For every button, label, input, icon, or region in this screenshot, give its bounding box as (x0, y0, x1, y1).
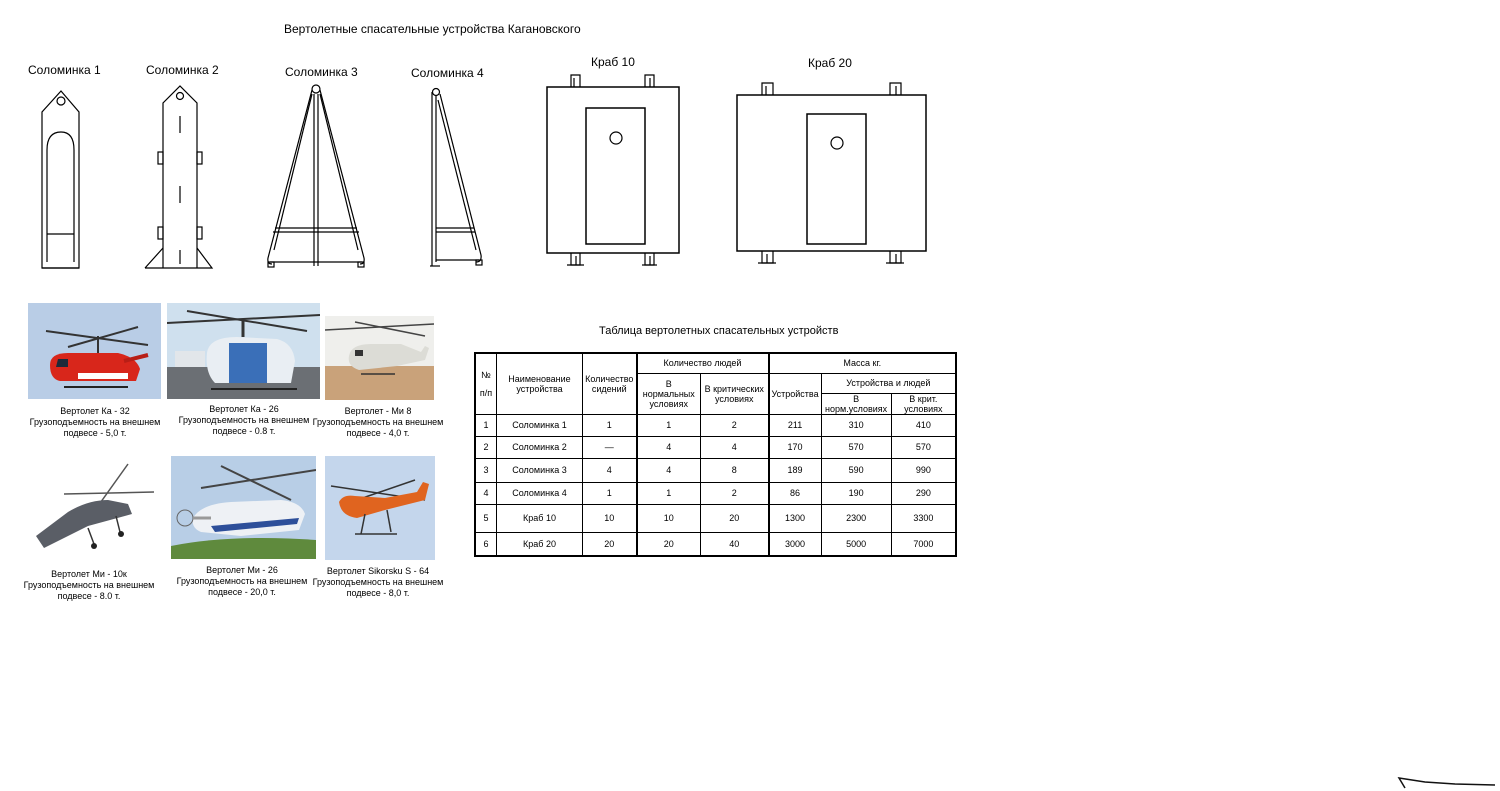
caption-name: Вертолет Sikorsku S - 64 (326, 566, 430, 576)
caption-name: Вертолет Ми - 10к (51, 569, 127, 579)
caption-ka-32 (20, 406, 170, 439)
cell-critical: 20 (701, 504, 769, 532)
photo-sikorsky-s-64 (325, 456, 435, 560)
cell-mass-critical: 410 (891, 414, 956, 436)
header-seats: Количество сидений (583, 353, 637, 414)
device-label-krab-10: Краб 10 (591, 55, 635, 69)
cell-seats: — (583, 436, 637, 458)
cell-number: 3 (475, 458, 497, 482)
caption-capacity-value: подвесе - 5,0 т. (63, 428, 127, 438)
header-name: Наименование устройства (497, 353, 583, 414)
cell-number: 4 (475, 482, 497, 504)
cell-mass-critical: 990 (891, 458, 956, 482)
caption-capacity-value: подвесе - 8,0 т. (346, 588, 410, 598)
pen-stroke (1395, 770, 1500, 791)
cell-normal: 10 (637, 504, 701, 532)
table-row (475, 504, 956, 532)
cell-mass: 211 (769, 414, 822, 436)
cell-normal: 1 (637, 414, 701, 436)
header-critical: В критических условиях (701, 373, 769, 414)
table-row (475, 414, 956, 436)
caption-capacity-value: подвесе - 20,0 т. (208, 587, 276, 597)
solominka-1-drawing (42, 91, 79, 268)
header-number-bottom: п/п (479, 387, 493, 398)
helicopter-sikorsky-s-64-image (325, 456, 435, 560)
helicopter-mi-26-image (171, 456, 316, 559)
cell-mass: 1300 (769, 504, 822, 532)
caption-name: Вертолет Ка - 26 (209, 404, 279, 414)
cell-name: Краб 10 (497, 504, 583, 532)
cell-mass-normal: 570 (821, 436, 891, 458)
helicopter-mi-10k-image (28, 460, 154, 556)
cell-normal: 20 (637, 532, 701, 556)
header-device-mass: Устройства (769, 373, 822, 414)
device-label-solominka-3: Соломинка 3 (285, 65, 358, 79)
photo-ka-32 (28, 303, 161, 399)
cell-mass-critical: 290 (891, 482, 956, 504)
caption-name: Вертолет Ка - 32 (60, 406, 130, 416)
cell-mass-normal: 190 (821, 482, 891, 504)
cell-mass-critical: 7000 (891, 532, 956, 556)
cell-critical: 8 (701, 458, 769, 482)
photo-ka-26 (167, 303, 320, 399)
solominka-4-drawing (430, 89, 482, 267)
cell-critical: 4 (701, 436, 769, 458)
cell-seats: 4 (583, 458, 637, 482)
krab-20-drawing (737, 83, 926, 263)
caption-sikorsky-s-64 (303, 566, 453, 599)
helicopter-mi-8-image (325, 316, 434, 400)
photo-mi-26 (171, 456, 316, 559)
caption-ka-26 (169, 404, 319, 437)
helicopter-ka-26-image (167, 303, 320, 399)
cell-name: Соломинка 1 (497, 414, 583, 436)
cell-mass: 3000 (769, 532, 822, 556)
table-row (475, 458, 956, 482)
cell-seats: 20 (583, 532, 637, 556)
table-row (475, 532, 956, 556)
device-label-solominka-4: Соломинка 4 (411, 66, 484, 80)
header-number-top: № (481, 369, 491, 380)
cell-critical: 2 (701, 482, 769, 504)
cell-seats: 10 (583, 504, 637, 532)
caption-capacity-value: подвесе - 0.8 т. (212, 426, 276, 436)
table-row (475, 482, 956, 504)
cell-normal: 1 (637, 482, 701, 504)
caption-capacity-label: Грузоподъемность на внешнем (176, 576, 308, 586)
header-mass: Масса кг. (769, 353, 957, 373)
table-row (475, 436, 956, 458)
table-title: Таблица вертолетных спасательных устройств (599, 325, 839, 337)
header-norm-conditions: В норм.условиях (821, 393, 891, 414)
caption-mi-8 (303, 406, 453, 439)
cell-mass-critical: 3300 (891, 504, 956, 532)
caption-mi-26 (167, 565, 317, 598)
caption-capacity-label: Грузоподъемность на внешнем (312, 577, 444, 587)
cell-seats: 1 (583, 482, 637, 504)
device-label-krab-20: Краб 20 (808, 56, 852, 70)
caption-capacity-label: Грузоподъемность на внешнем (178, 415, 310, 425)
photo-mi-10k (28, 460, 154, 556)
cell-mass-normal: 590 (821, 458, 891, 482)
cell-number: 2 (475, 436, 497, 458)
helicopter-ka-32-image (28, 303, 161, 399)
cell-mass-critical: 570 (891, 436, 956, 458)
cell-critical: 2 (701, 414, 769, 436)
cell-number: 1 (475, 414, 497, 436)
cell-mass: 86 (769, 482, 822, 504)
cell-seats: 1 (583, 414, 637, 436)
cell-mass-normal: 310 (821, 414, 891, 436)
cell-normal: 4 (637, 436, 701, 458)
cell-normal: 4 (637, 458, 701, 482)
cell-mass: 189 (769, 458, 822, 482)
solominka-3-drawing (268, 85, 364, 267)
header-crit-conditions: В крит. условиях (891, 393, 956, 414)
caption-capacity-label: Грузоподъемность на внешнем (23, 580, 155, 590)
header-normal: В нормальных условиях (637, 373, 701, 414)
header-people: Количество людей (637, 353, 769, 373)
cell-mass-normal: 5000 (821, 532, 891, 556)
caption-capacity-label: Грузоподъемность на внешнем (312, 417, 444, 427)
cell-name: Соломинка 3 (497, 458, 583, 482)
header-device-people: Устройства и людей (821, 373, 956, 393)
cell-critical: 40 (701, 532, 769, 556)
cell-number: 5 (475, 504, 497, 532)
devices-table (474, 352, 957, 557)
page-title: Вертолетные спасательные устройства Кагановского (284, 22, 581, 36)
caption-name: Вертолет - Ми 8 (344, 406, 412, 416)
caption-mi-10k (14, 569, 164, 602)
solominka-2-drawing (145, 86, 212, 268)
caption-capacity-value: подвесе - 4,0 т. (346, 428, 410, 438)
cell-name: Краб 20 (497, 532, 583, 556)
caption-name: Вертолет Ми - 26 (206, 565, 278, 575)
device-drawings (0, 0, 960, 280)
cell-name: Соломинка 2 (497, 436, 583, 458)
header-number (475, 353, 497, 414)
photo-mi-8 (325, 316, 434, 400)
cell-name: Соломинка 4 (497, 482, 583, 504)
cell-mass-normal: 2300 (821, 504, 891, 532)
caption-capacity-label: Грузоподъемность на внешнем (29, 417, 161, 427)
cell-number: 6 (475, 532, 497, 556)
caption-capacity-value: подвесе - 8.0 т. (57, 591, 121, 601)
device-label-solominka-1: Соломинка 1 (28, 63, 101, 77)
device-label-solominka-2: Соломинка 2 (146, 63, 219, 77)
cell-mass: 170 (769, 436, 822, 458)
table-header-row-1 (475, 353, 956, 373)
krab-10-drawing (547, 75, 679, 265)
